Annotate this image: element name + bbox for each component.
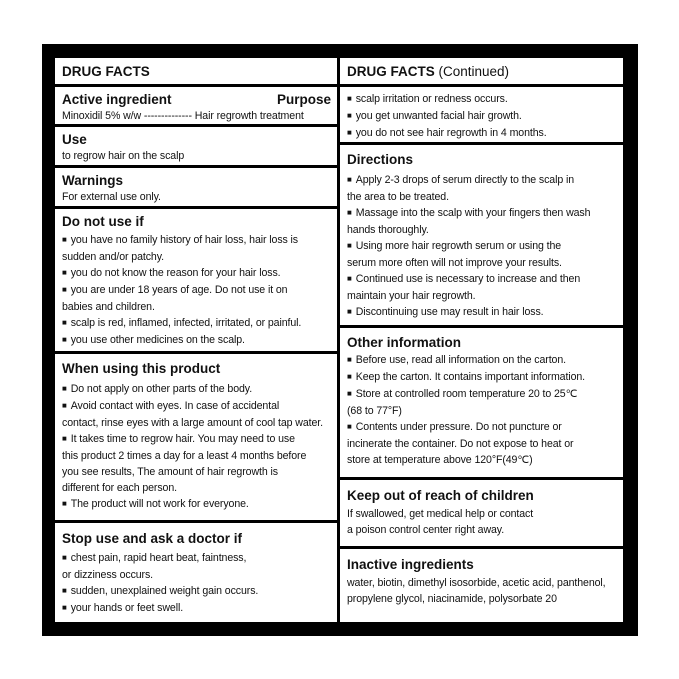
inactive-ingredients-section xyxy=(340,549,623,622)
directions-section xyxy=(340,145,623,325)
list-item: ■ chest pain, rapid heart beat, faintness, xyxy=(62,550,331,567)
drug-facts-title: DRUG FACTS xyxy=(62,64,150,79)
list-item: ■ Massage into the scalp with your fingers then wash xyxy=(347,205,617,222)
continued-label: (Continued) xyxy=(438,64,510,79)
warnings-section xyxy=(55,168,337,206)
list-item: ■ The product will not work for everyone. xyxy=(62,496,331,513)
list-item: sudden and/or patchy. xyxy=(62,251,164,263)
list-item: or dizziness occurs. xyxy=(62,569,154,581)
keep-out-of-reach-section xyxy=(340,480,623,546)
other-information-heading: Other information xyxy=(347,335,461,350)
list-item: serum more often will not improve your results. xyxy=(347,257,562,269)
other-information-section xyxy=(340,328,623,477)
list-item: ■ you use other medicines on the scalp. xyxy=(62,332,331,349)
use-text: to regrow hair on the scalp xyxy=(62,150,185,162)
list-item: ■ scalp irritation or redness occurs. xyxy=(347,91,617,108)
list-item: ■ Using more hair regrowth serum or using the xyxy=(347,238,617,255)
list-item: incinerate the container. Do not expose to heat or xyxy=(347,438,574,450)
list-item: ■ your hands or feet swell. xyxy=(62,600,331,617)
use-section xyxy=(55,127,337,165)
list-item: babies and children. xyxy=(62,301,155,313)
list-item: this product 2 times a day for a least 4 months before xyxy=(62,450,307,462)
list-item: (68 to 77°F) xyxy=(347,405,402,417)
continued-list-section xyxy=(340,87,623,142)
active-ingredient-section xyxy=(55,87,337,124)
list-item: ■ sudden, unexplained weight gain occurs. xyxy=(62,583,331,600)
list-item: ■ you have no family history of hair loss, hair loss is xyxy=(62,232,331,249)
directions-heading: Directions xyxy=(347,152,414,167)
list-item: ■ Keep the carton. It contains important information. xyxy=(347,369,617,386)
warnings-text: For external use only. xyxy=(62,191,161,203)
stop-use-heading: Stop use and ask a doctor if xyxy=(62,531,243,546)
list-item: a poison control center right away. xyxy=(347,524,505,536)
list-item: propylene glycol, niacinamide, polysorbate 20 xyxy=(347,593,557,605)
do-not-use-heading: Do not use if xyxy=(62,214,144,229)
purpose-heading: Purpose xyxy=(276,92,331,107)
list-item: ■ scalp is red, inflamed, infected, irritated, or painful. xyxy=(62,315,331,332)
list-item: hands thoroughly. xyxy=(347,224,429,236)
active-ingredient-heading: Active ingredient xyxy=(62,92,172,107)
list-item: ■ Store at controlled room temperature 20 to 25℃ xyxy=(347,386,617,403)
list-item: ■ you get unwanted facial hair growth. xyxy=(347,108,617,125)
list-item: water, biotin, dimethyl isosorbide, acetic acid, panthenol, xyxy=(347,577,606,589)
do-not-use-section xyxy=(55,209,337,351)
list-item: maintain your hair regrowth. xyxy=(347,290,476,302)
list-item: contact, rinse eyes with a large amount of cool tap water. xyxy=(62,417,323,429)
drug-facts-continued-title xyxy=(347,62,617,80)
drug-facts-title-box xyxy=(55,58,337,84)
warnings-heading: Warnings xyxy=(62,173,124,188)
stop-use-section xyxy=(55,523,337,622)
list-item: ■ Contents under pressure. Do not puncture or xyxy=(347,419,617,436)
list-item: ■ Continued use is necessary to increase and then xyxy=(347,271,617,288)
list-item: ■ you do not know the reason for your hair loss. xyxy=(62,265,331,282)
drug-facts-panel xyxy=(42,44,638,636)
when-using-section xyxy=(55,354,337,520)
list-item: ■ Avoid contact with eyes. In case of accidental xyxy=(62,398,331,415)
inactive-ingredients-heading: Inactive ingredients xyxy=(347,557,474,572)
keep-out-of-reach-heading: Keep out of reach of children xyxy=(347,488,534,503)
list-item: ■ Discontinuing use may result in hair loss. xyxy=(347,304,617,321)
drug-facts-continued-title-box xyxy=(340,58,623,84)
use-heading: Use xyxy=(62,132,87,147)
list-item: ■ Before use, read all information on the carton. xyxy=(347,352,617,369)
drug-facts-title: DRUG FACTS xyxy=(347,64,435,79)
when-using-heading: When using this product xyxy=(62,361,221,376)
list-item: store at temperature above 120°F(49℃) xyxy=(347,454,533,466)
list-item: you see results, The amount of hair regrowth is xyxy=(62,466,278,478)
list-item: If swallowed, get medical help or contact xyxy=(347,508,534,520)
active-ingredient-line: Minoxidil 5% w/w -------------- Hair regrowth treatment xyxy=(62,110,304,122)
list-item: ■ you do not see hair regrowth in 4 months. xyxy=(347,125,617,142)
list-item: ■ It takes time to regrow hair. You may need to use xyxy=(62,431,331,448)
list-item: ■ Apply 2-3 drops of serum directly to the scalp in xyxy=(347,172,617,189)
list-item: different for each person. xyxy=(62,482,177,494)
list-item: the area to be treated. xyxy=(347,191,449,203)
list-item: ■ Do not apply on other parts of the body. xyxy=(62,381,331,398)
list-item: ■ you are under 18 years of age. Do not use it on xyxy=(62,282,331,299)
